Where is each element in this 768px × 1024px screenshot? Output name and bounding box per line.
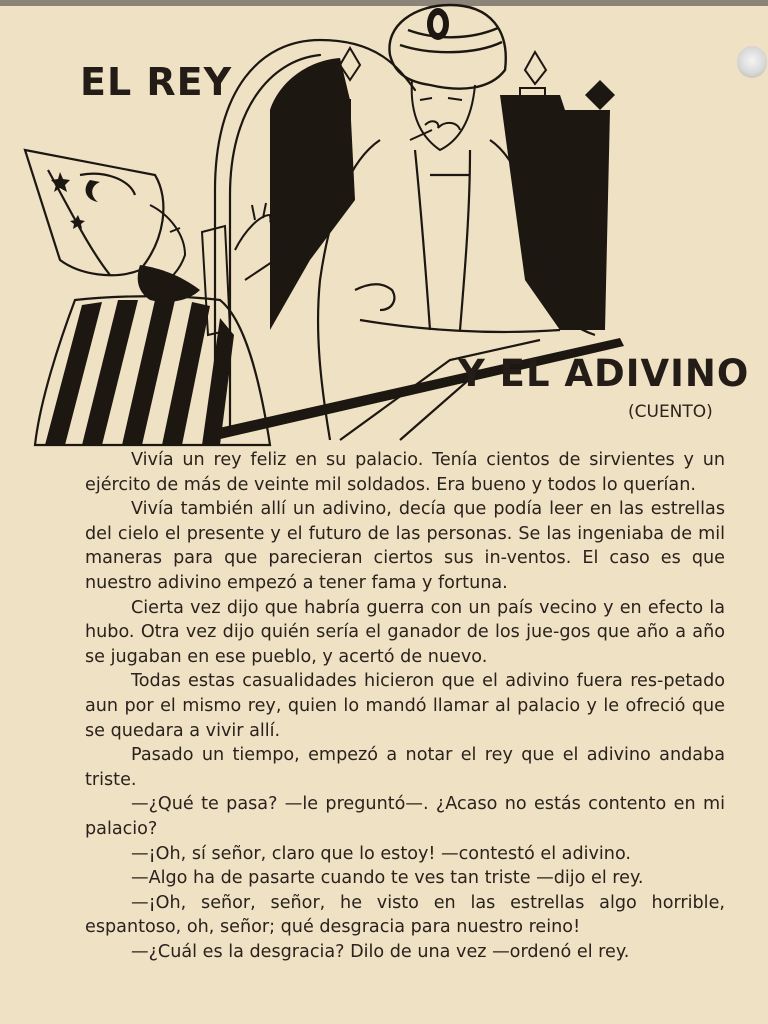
dialogue-line: —¿Cuál es la desgracia? Dilo de una vez —ordenó el rey.: [131, 941, 630, 962]
soothsayer-hat: [25, 150, 163, 275]
paragraph: Todas estas casualidades hicieron que el adivino fuera res-petado aun por el mismo rey, quien lo mandó llamar al palacio y le ofreció que se quedara a vivir allí.: [85, 671, 725, 741]
title-el-rey: EL REY: [80, 60, 233, 104]
story-text: [85, 448, 725, 964]
paragraph: Pasado un tiempo, empezó a notar el rey que el adivino andaba triste.: [85, 745, 725, 790]
dialogue-line: —¡Oh, señor, señor, he visto en las estrellas algo horrible, espantoso, oh, señor; qué desgracia para nuestro reino!: [85, 892, 725, 938]
paragraph: Vivía un rey feliz en su palacio. Tenía cientos de sirvientes y un ejército de más de veinte mil soldados. Era bueno y todos lo querían.: [85, 450, 725, 495]
dialogue-line: —¡Oh, sí señor, claro que lo estoy! —contestó el adivino.: [131, 843, 632, 864]
paragraph: Cierta vez dijo que habría guerra con un país vecino y en efecto la hubo. Otra vez dijo quién sería el ganador de los jue-gos que año a año se jugaban en ese pueblo, y acertó de nuevo.: [85, 597, 725, 667]
paragraph: Vivía también allí un adivino, decía que podía leer en las estrellas del cielo el presente y el futuro de las personas. Se las ingeniaba de mil maneras para que parecieran ciertos sus in-ventos. El caso es que nuestro adivino empezó a tener fama y fortuna.: [85, 499, 725, 593]
title-y-el-adivino: Y EL ADIVINO: [458, 352, 750, 395]
king-face: [410, 80, 475, 150]
binder-hole: [737, 46, 767, 78]
soothsayer-robe: [35, 296, 270, 445]
genre-label: (CUENTO): [628, 402, 713, 422]
dialogue-line: —¿Qué te pasa? —le preguntó—. ¿Acaso no estás contento en mi palacio?: [85, 794, 725, 839]
dialogue-line: —Algo ha de pasarte cuando te ves tan triste —dijo el rey.: [131, 868, 644, 889]
